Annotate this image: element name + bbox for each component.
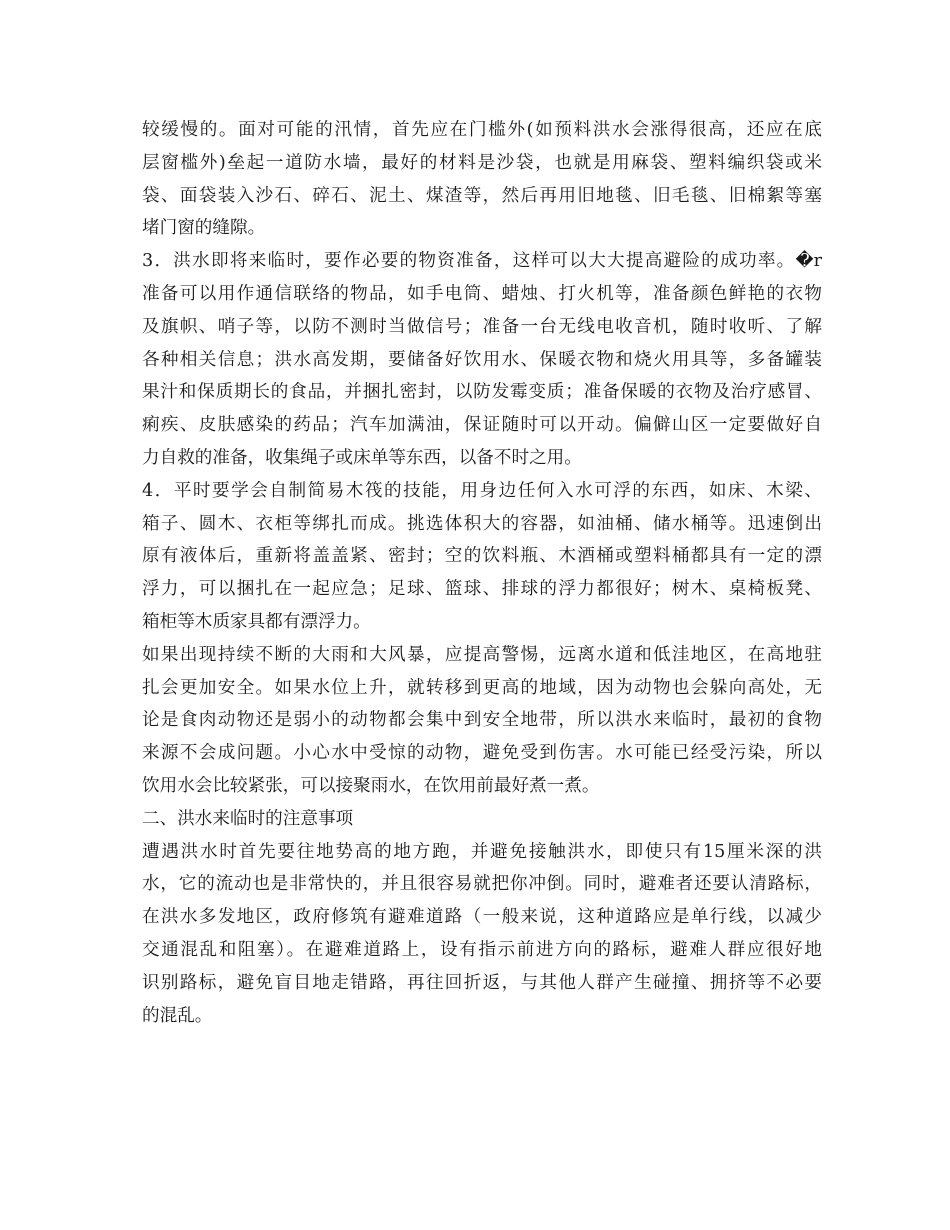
text-line: 的混乱。 <box>142 1005 213 1026</box>
text-line: 较缓慢的。面对可能的汛情，首先应在门槛外(如预料洪水会涨得很高，还应在底 <box>142 120 822 140</box>
text-line: 论是食肉动物还是弱小的动物都会集中到安全地带，所以洪水来临时，最初的食物 <box>142 710 822 731</box>
text-line: 二、洪水来临时的注意事项 <box>142 808 354 829</box>
text-line: 箱子、圆木、衣柜等绑扎而成。挑选体积大的容器，如油桶、储水桶等。迅速倒出 <box>142 513 822 534</box>
text-line: 层窗槛外)垒起一道防水墙，最好的材料是沙袋，也就是用麻袋、塑料编织袋或米 <box>142 152 822 173</box>
text-line: 识别路标，避免盲目地走错路，再往回折返，与其他人群产生碰撞、拥挤等不必要 <box>142 972 822 993</box>
text-line: 准备可以用作通信联络的物品，如手电筒、蜡烛、打火机等，准备颜色鲜艳的衣物 <box>142 283 822 304</box>
text-line: 扎会更加安全。如果水位上升，就转移到更高的地域，因为动物也会躲向高处，无 <box>142 677 822 698</box>
text-line: 交通混乱和阻塞）。在避难道路上，设有指示前进方向的路标，避难人群应很好地 <box>142 939 822 960</box>
text-line: 饮用水会比较紧张，可以接聚雨水，在饮用前最好煮一煮。 <box>142 775 600 796</box>
document-body <box>142 114 822 1032</box>
text-line: 果汁和保质期长的食品，并捆扎密封，以防发霉变质；准备保暖的衣物及治疗感冒、 <box>142 382 822 403</box>
text-line: 浮力，可以捆扎在一起应急；足球、篮球、排球的浮力都很好；树木、桌椅板凳、 <box>142 579 822 600</box>
text-line: 箱柜等木质家具都有漂浮力。 <box>142 611 371 632</box>
text-line: 在洪水多发地区，政府修筑有避难道路（一般来说，这种道路应是单行线，以减少 <box>142 907 822 928</box>
text-line: 来源不会成问题。小心水中受惊的动物，避免受到伤害。水可能已经受污染，所以 <box>142 743 822 764</box>
text-line: 力自救的准备，收集绳子或床单等东西，以备不时之用。 <box>142 447 582 468</box>
text-line: 堵门窗的缝隙。 <box>142 218 266 239</box>
text-line: 水，它的流动也是非常快的，并且很容易就把你冲倒。同时，避难者还要认清路标， <box>142 874 822 895</box>
text-line: 4．平时要学会自制简易木筏的技能，用身边任何入水可浮的东西，如床、木梁、 <box>142 480 822 501</box>
text-line: 痢疾、皮肤感染的药品；汽车加满油，保证随时可以开动。偏僻山区一定要做好自 <box>142 415 822 436</box>
text-line: 如果出现持续不断的大雨和大风暴，应提高警惕，远离水道和低洼地区，在高地驻 <box>142 644 822 665</box>
text-line: 遭遇洪水时首先要往地势高的地方跑，并避免接触洪水，即使只有15厘米深的洪 <box>142 841 822 862</box>
text-line: 3．洪水即将来临时，要作必要的物资准备，这样可以大大提高避险的成功率。�r <box>142 251 822 272</box>
text-line: 原有液体后，重新将盖盖紧、密封；空的饮料瓶、木酒桶或塑料桶都具有一定的漂 <box>142 546 822 567</box>
text-line: 各种相关信息；洪水高发期，要储备好饮用水、保暖衣物和烧火用具等，多备罐装 <box>142 349 822 370</box>
text-line: 及旗帜、哨子等，以防不测时当做信号；准备一台无线电收音机，随时收听、了解 <box>142 316 822 337</box>
text-line: 袋、面袋装入沙石、碎石、泥土、煤渣等，然后再用旧地毯、旧毛毯、旧棉絮等塞 <box>142 185 822 206</box>
